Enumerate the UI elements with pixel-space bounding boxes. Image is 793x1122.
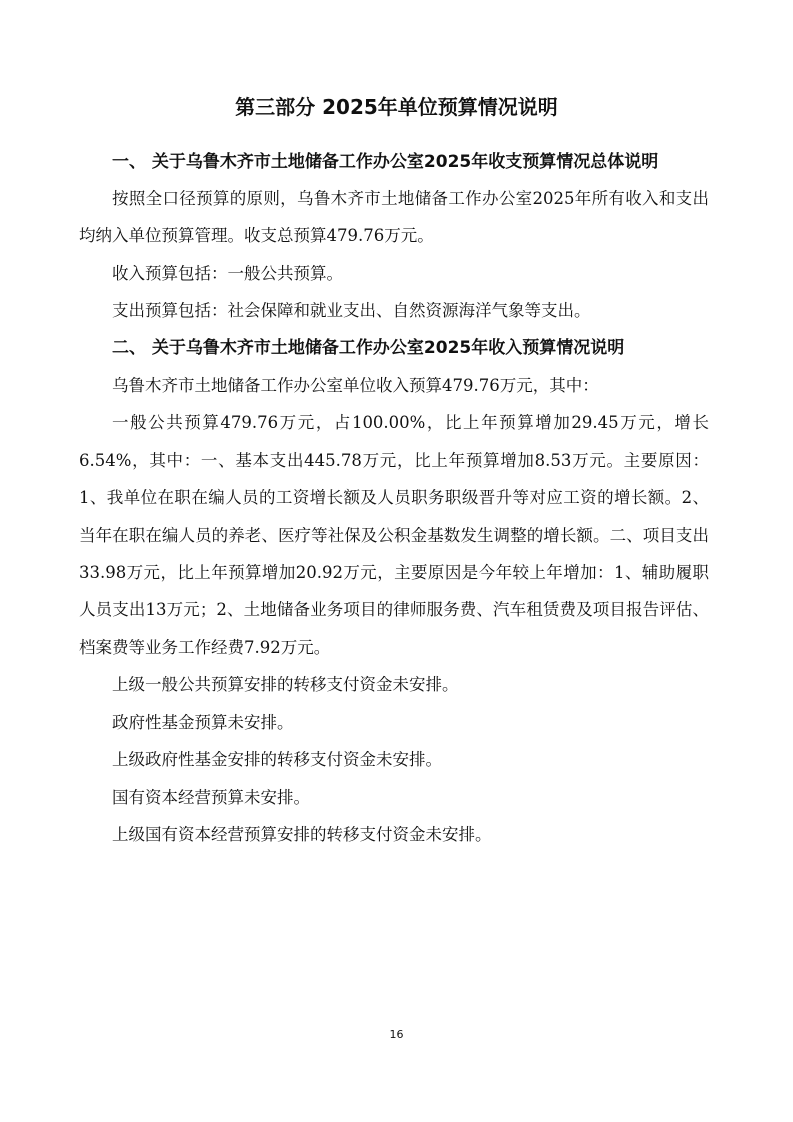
paragraph-transfer-general: 上级一般公共预算安排的转移支付资金未安排。 [112,675,459,695]
paragraph-general-budget-detail: 一般公共预算479.76万元，占100.00%，比上年预算增加29.45万元，增长6.54%，其中：一、基本支出445.78万元，比上年预算增加8.53万元。主要原因：1、我单位在职在编人员的工资增长额及人员职务职级晋升等对应工资的增长额。2、当年在职在编人员的养老、医疗等社保及公积金基数发生调整的增长额。二、项目支出33.98万元，比上年预算增加20.92万元，主要原因是今年较上年增加：1、辅助履职人员支出13万元；2、土地储备业务项目的律师服务费、汽车租赁费及项目报告评估、档案费等业务工作经费7.92万元。 [79,413,709,657]
paragraph-transfer-government-fund: 上级政府性基金安排的转移支付资金未安排。 [112,750,442,770]
paragraph-government-fund: 政府性基金预算未安排。 [112,712,294,732]
page-number: 16 [389,1028,404,1041]
paragraph-state-capital: 国有资本经营预算未安排。 [112,787,310,807]
paragraph-income-total: 乌鲁木齐市土地储备工作办公室单位收入预算479.76万元，其中： [112,376,599,396]
page-title: 第三部分 2025年单位预算情况说明 [235,95,558,119]
section-heading-2: 二、 关于乌鲁木齐市土地储备工作办公室2025年收入预算情况说明 [112,337,625,358]
section-heading-1: 一、 关于乌鲁木齐市土地储备工作办公室2025年收支预算情况总体说明 [112,152,659,172]
paragraph-transfer-state-capital: 上级国有资本经营预算安排的转移支付资金未安排。 [112,824,492,844]
document-body [79,140,709,853]
paragraph-expenditure-scope: 支出预算包括：社会保障和就业支出、自然资源海洋气象等支出。 [112,301,591,321]
paragraph-budget-principle: 按照全口径预算的原则，乌鲁木齐市土地储备工作办公室2025年所有收入和支出均纳入单位预算管理。收支总预算479.76万元。 [79,189,709,246]
paragraph-income-scope: 收入预算包括：一般公共预算。 [112,263,343,283]
